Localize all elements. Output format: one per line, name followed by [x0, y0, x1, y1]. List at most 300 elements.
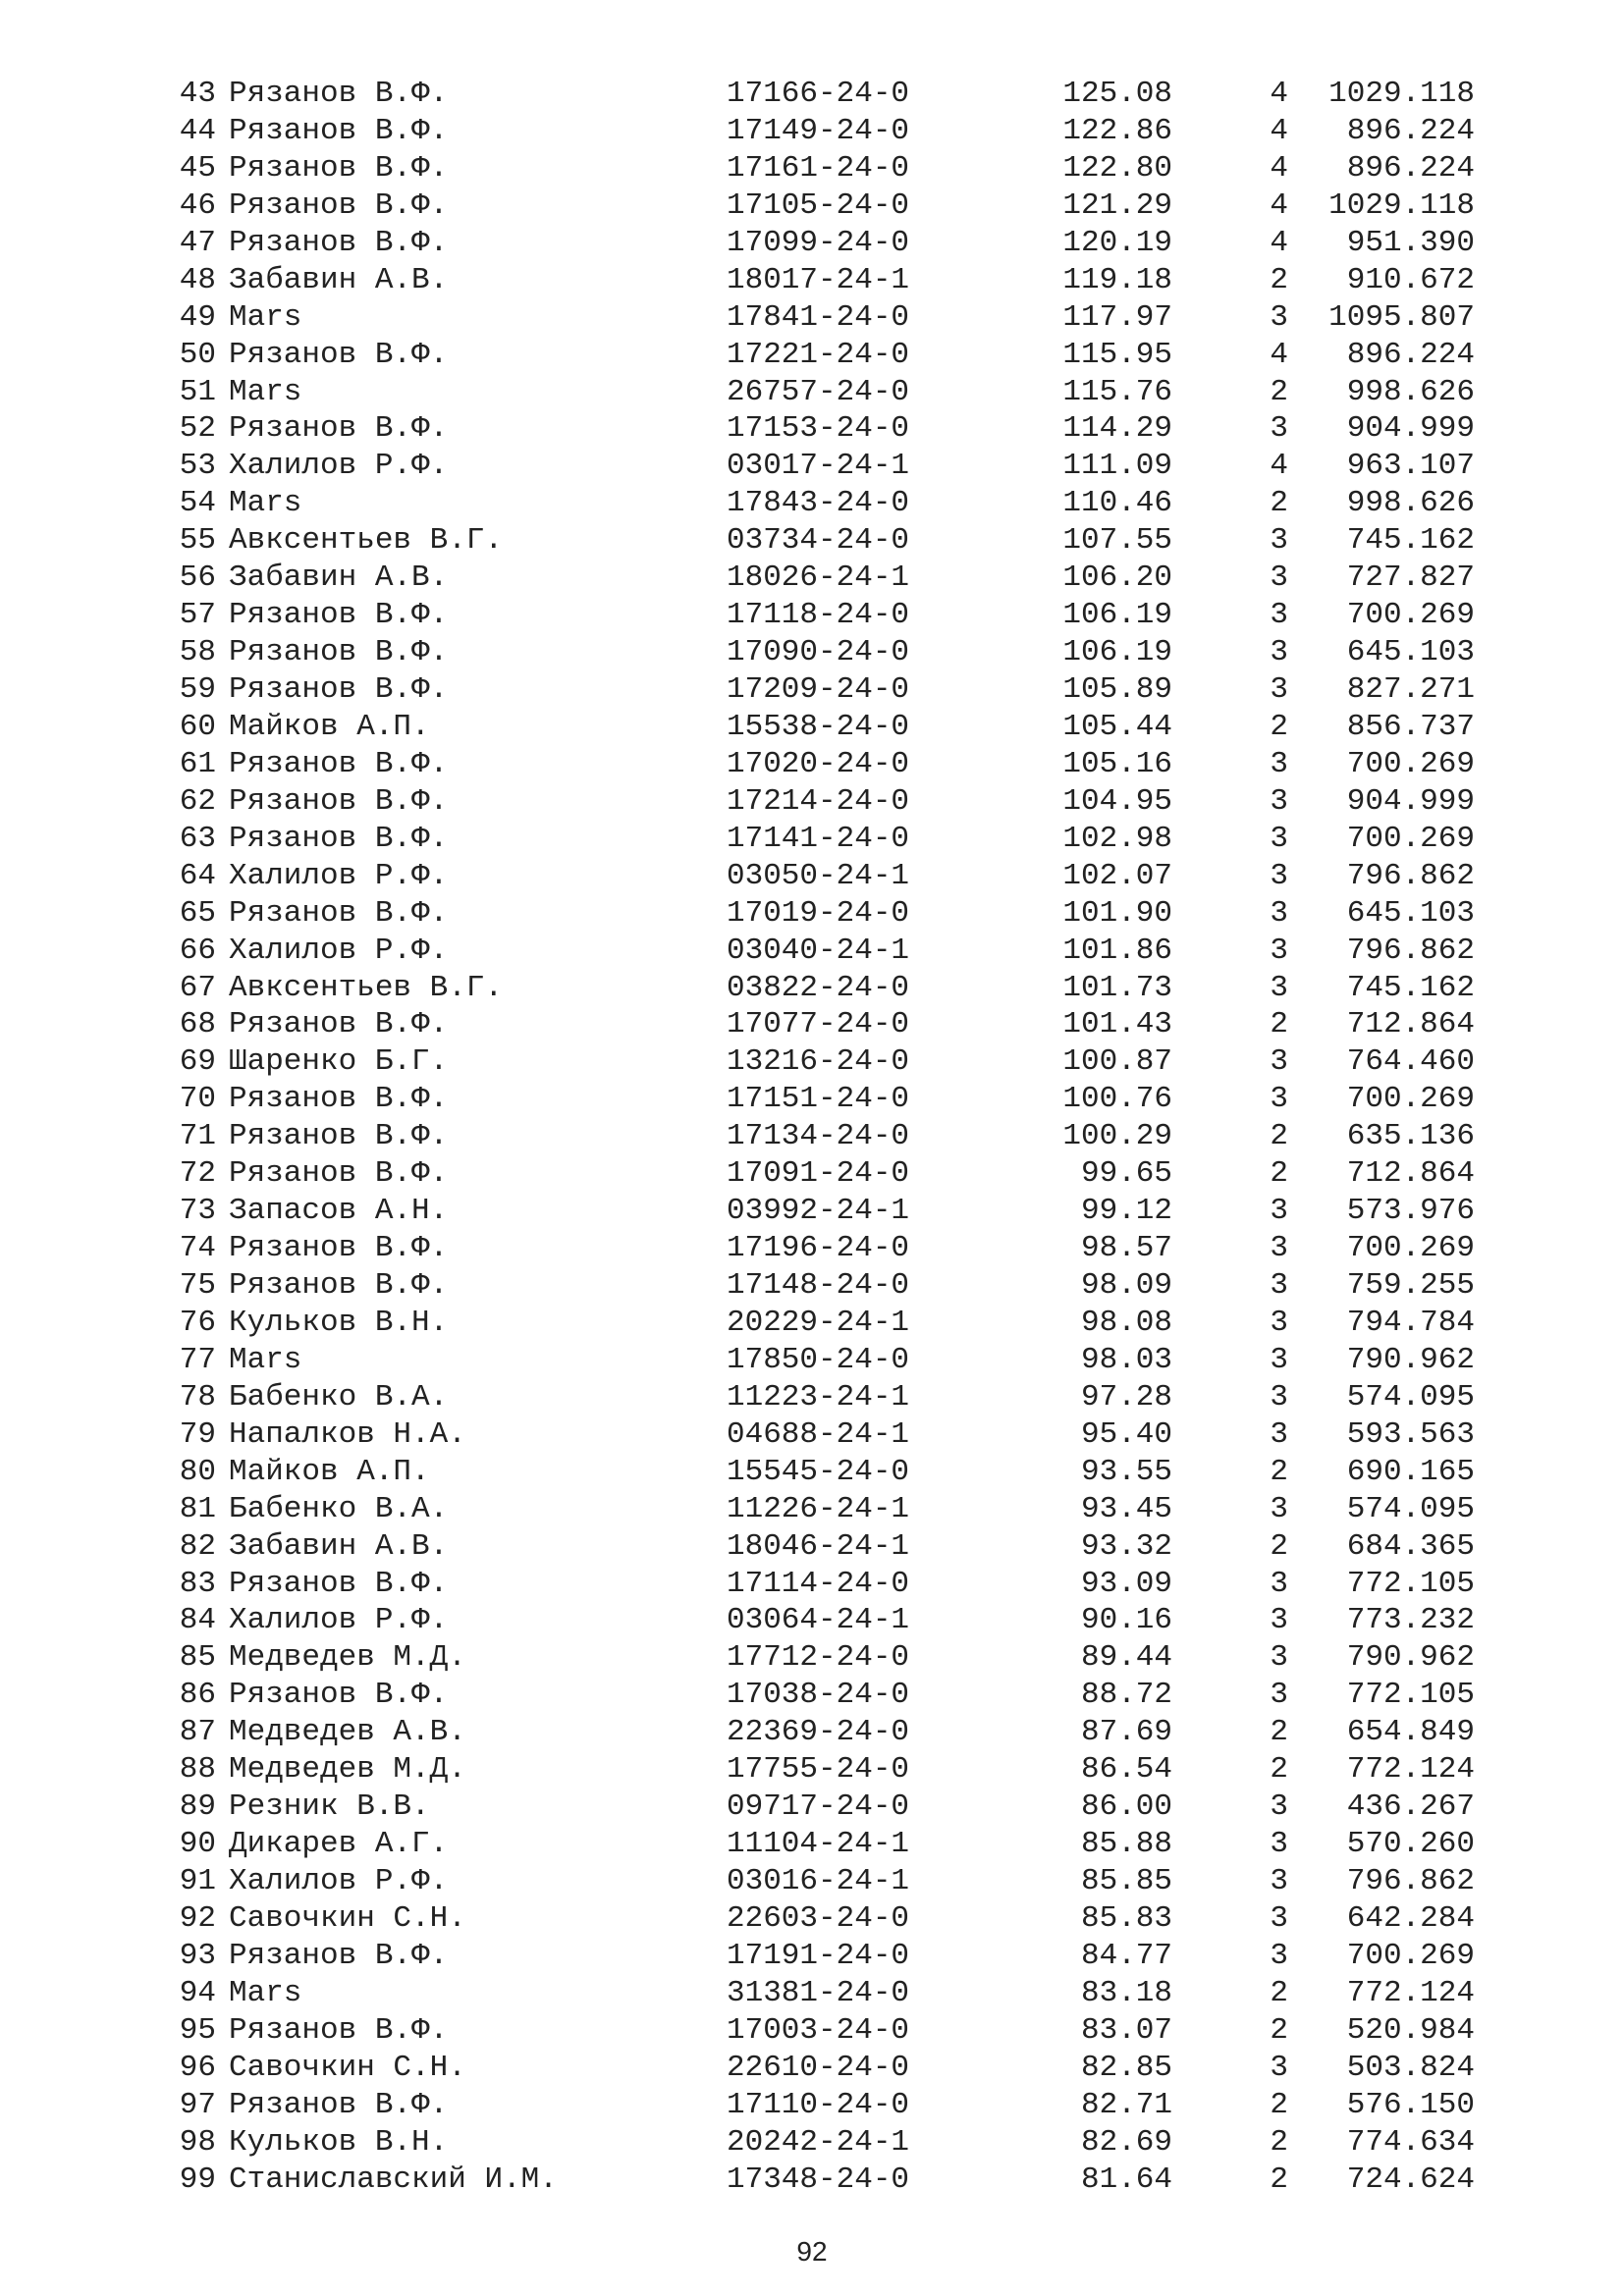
count-cell: 3 — [1270, 1900, 1288, 1936]
count-cell: 3 — [1270, 1379, 1288, 1415]
count-cell: 2 — [1270, 709, 1288, 744]
table-row — [167, 1043, 1483, 1081]
rank-cell: 77 — [179, 1342, 216, 1377]
name-cell: Рязанов В.Ф. — [229, 1119, 449, 1154]
code-cell: 03734-24-0 — [727, 523, 910, 559]
count-cell: 3 — [1270, 1268, 1288, 1303]
table-row — [167, 1751, 1483, 1789]
rank-cell: 65 — [179, 895, 216, 931]
table-row — [167, 1342, 1483, 1379]
count-cell: 2 — [1270, 1528, 1288, 1564]
count-cell: 3 — [1270, 1678, 1288, 1713]
value-cell: 759.255 — [1346, 1268, 1475, 1303]
table-row — [167, 2012, 1483, 2050]
name-cell: Рязанов В.Ф. — [229, 1268, 449, 1303]
value-cell: 436.267 — [1346, 1789, 1475, 1825]
rank-cell: 99 — [179, 2162, 216, 2197]
value-cell: 998.626 — [1346, 486, 1475, 521]
table-row — [167, 1826, 1483, 1863]
name-cell: Савочкин С.Н. — [229, 1900, 466, 1936]
table-row — [167, 821, 1483, 858]
value-cell: 1095.807 — [1328, 299, 1475, 335]
name-cell: Забавин А.В. — [229, 561, 449, 596]
name-cell: Шаренко Б.Г. — [229, 1044, 449, 1080]
code-cell: 20229-24-1 — [727, 1305, 910, 1340]
count-cell: 3 — [1270, 1491, 1288, 1526]
name-cell: Рязанов В.Ф. — [229, 635, 449, 670]
count-cell: 4 — [1270, 187, 1288, 223]
rank-cell: 43 — [179, 77, 216, 111]
count-cell: 3 — [1270, 1640, 1288, 1676]
score-cell: 106.20 — [1062, 561, 1172, 596]
rank-cell: 80 — [179, 1454, 216, 1489]
score-cell: 114.29 — [1062, 411, 1172, 447]
code-cell: 17091-24-0 — [727, 1156, 910, 1192]
score-cell: 83.07 — [1080, 2012, 1172, 2048]
count-cell: 2 — [1270, 486, 1288, 521]
value-cell: 896.224 — [1346, 337, 1475, 372]
score-cell: 99.65 — [1080, 1156, 1172, 1192]
score-cell: 119.18 — [1062, 262, 1172, 297]
name-cell: Рязанов В.Ф. — [229, 77, 449, 111]
score-cell: 120.19 — [1062, 225, 1172, 260]
code-cell: 11223-24-1 — [727, 1379, 910, 1415]
code-cell: 09717-24-0 — [727, 1789, 910, 1825]
count-cell: 3 — [1270, 895, 1288, 931]
name-cell: Забавин А.В. — [229, 1528, 449, 1564]
name-cell: Рязанов В.Ф. — [229, 598, 449, 633]
score-cell: 98.08 — [1080, 1305, 1172, 1340]
name-cell: Рязанов В.Ф. — [229, 1082, 449, 1117]
score-cell: 98.09 — [1080, 1268, 1172, 1303]
score-cell: 84.77 — [1080, 1938, 1172, 1973]
code-cell: 17105-24-0 — [727, 187, 910, 223]
code-cell: 13216-24-0 — [727, 1044, 910, 1080]
table-row — [167, 1975, 1483, 2012]
code-cell: 17149-24-0 — [727, 113, 910, 148]
score-cell: 110.46 — [1062, 486, 1172, 521]
code-cell: 17755-24-0 — [727, 1752, 910, 1788]
rank-cell: 44 — [179, 113, 216, 148]
name-cell: Рязанов В.Ф. — [229, 187, 449, 223]
table-row — [167, 671, 1483, 709]
name-cell: Забавин А.В. — [229, 262, 449, 297]
score-cell: 125.08 — [1062, 77, 1172, 111]
score-cell: 88.72 — [1080, 1678, 1172, 1713]
name-cell: Рязанов В.Ф. — [229, 895, 449, 931]
value-cell: 573.976 — [1346, 1194, 1475, 1229]
value-cell: 896.224 — [1346, 150, 1475, 186]
code-cell: 17843-24-0 — [727, 486, 910, 521]
name-cell: Резник В.В. — [229, 1789, 430, 1825]
value-cell: 642.284 — [1346, 1900, 1475, 1936]
rank-cell: 93 — [179, 1938, 216, 1973]
name-cell: Mars — [229, 299, 302, 335]
table-row — [167, 522, 1483, 560]
name-cell: Рязанов В.Ф. — [229, 411, 449, 447]
code-cell: 17114-24-0 — [727, 1566, 910, 1601]
name-cell: Рязанов В.Ф. — [229, 1566, 449, 1601]
value-cell: 745.162 — [1346, 523, 1475, 559]
name-cell: Рязанов В.Ф. — [229, 1678, 449, 1713]
code-cell: 17003-24-0 — [727, 2012, 910, 2048]
rank-cell: 96 — [179, 2050, 216, 2085]
value-cell: 773.232 — [1346, 1603, 1475, 1638]
value-cell: 772.124 — [1346, 1975, 1475, 2010]
rank-cell: 67 — [179, 970, 216, 1005]
value-cell: 963.107 — [1346, 449, 1475, 484]
value-cell: 796.862 — [1346, 1864, 1475, 1898]
value-cell: 645.103 — [1346, 635, 1475, 670]
value-cell: 712.864 — [1346, 1007, 1475, 1042]
name-cell: Халилов Р.Ф. — [229, 858, 449, 893]
results-table — [167, 76, 1483, 2198]
value-cell: 712.864 — [1346, 1156, 1475, 1192]
score-cell: 97.28 — [1080, 1379, 1172, 1415]
rank-cell: 46 — [179, 187, 216, 223]
rank-cell: 91 — [179, 1864, 216, 1898]
table-row — [167, 933, 1483, 970]
value-cell: 635.136 — [1346, 1119, 1475, 1154]
count-cell: 2 — [1270, 1156, 1288, 1192]
code-cell: 11226-24-1 — [727, 1491, 910, 1526]
code-cell: 17161-24-0 — [727, 150, 910, 186]
value-cell: 700.269 — [1346, 821, 1475, 856]
name-cell: Рязанов В.Ф. — [229, 150, 449, 186]
value-cell: 700.269 — [1346, 1938, 1475, 1973]
rank-cell: 89 — [179, 1789, 216, 1825]
score-cell: 106.19 — [1062, 635, 1172, 670]
table-row — [167, 1863, 1483, 1900]
value-cell: 856.737 — [1346, 709, 1475, 744]
rank-cell: 66 — [179, 933, 216, 968]
code-cell: 17191-24-0 — [727, 1938, 910, 1973]
count-cell: 3 — [1270, 1044, 1288, 1080]
score-cell: 85.83 — [1080, 1900, 1172, 1936]
code-cell: 03050-24-1 — [727, 858, 910, 893]
rank-cell: 50 — [179, 337, 216, 372]
table-row — [167, 1789, 1483, 1826]
code-cell: 17077-24-0 — [727, 1007, 910, 1042]
score-cell: 90.16 — [1080, 1603, 1172, 1638]
table-row — [167, 1379, 1483, 1416]
score-cell: 98.57 — [1080, 1231, 1172, 1266]
code-cell: 22610-24-0 — [727, 2050, 910, 2085]
rank-cell: 61 — [179, 746, 216, 781]
value-cell: 998.626 — [1346, 374, 1475, 409]
value-cell: 745.162 — [1346, 970, 1475, 1005]
score-cell: 100.29 — [1062, 1119, 1172, 1154]
name-cell: Кульков В.Н. — [229, 1305, 449, 1340]
value-cell: 700.269 — [1346, 746, 1475, 781]
count-cell: 3 — [1270, 933, 1288, 968]
score-cell: 99.12 — [1080, 1194, 1172, 1229]
rank-cell: 98 — [179, 2124, 216, 2160]
table-row — [167, 337, 1483, 374]
code-cell: 17110-24-0 — [727, 2087, 910, 2122]
table-row — [167, 1155, 1483, 1193]
name-cell: Рязанов В.Ф. — [229, 225, 449, 260]
table-row — [167, 374, 1483, 411]
rank-cell: 68 — [179, 1007, 216, 1042]
table-row — [167, 448, 1483, 485]
code-cell: 03822-24-0 — [727, 970, 910, 1005]
table-row — [167, 2087, 1483, 2124]
rank-cell: 69 — [179, 1044, 216, 1080]
value-cell: 700.269 — [1346, 1082, 1475, 1117]
score-cell: 107.55 — [1062, 523, 1172, 559]
count-cell: 2 — [1270, 1975, 1288, 2010]
code-cell: 17019-24-0 — [727, 895, 910, 931]
value-cell: 700.269 — [1346, 598, 1475, 633]
code-cell: 26757-24-0 — [727, 374, 910, 409]
count-cell: 3 — [1270, 783, 1288, 819]
count-cell: 3 — [1270, 1864, 1288, 1898]
code-cell: 17038-24-0 — [727, 1678, 910, 1713]
rank-cell: 60 — [179, 709, 216, 744]
count-cell: 2 — [1270, 262, 1288, 297]
table-row — [167, 783, 1483, 821]
table-row — [167, 1267, 1483, 1305]
count-cell: 3 — [1270, 523, 1288, 559]
rank-cell: 52 — [179, 411, 216, 447]
rank-cell: 78 — [179, 1379, 216, 1415]
rank-cell: 82 — [179, 1528, 216, 1564]
count-cell: 2 — [1270, 1119, 1288, 1154]
value-cell: 645.103 — [1346, 895, 1475, 931]
count-cell: 3 — [1270, 1194, 1288, 1229]
name-cell: Рязанов В.Ф. — [229, 2087, 449, 2122]
score-cell: 85.85 — [1080, 1864, 1172, 1898]
table-row — [167, 1528, 1483, 1566]
code-cell: 22369-24-0 — [727, 1715, 910, 1750]
value-cell: 827.271 — [1346, 672, 1475, 707]
rank-cell: 81 — [179, 1491, 216, 1526]
rank-cell: 57 — [179, 598, 216, 633]
code-cell: 04688-24-1 — [727, 1416, 910, 1452]
score-cell: 93.55 — [1080, 1454, 1172, 1489]
count-cell: 3 — [1270, 821, 1288, 856]
table-row — [167, 1566, 1483, 1603]
table-row — [167, 187, 1483, 225]
score-cell: 98.03 — [1080, 1342, 1172, 1377]
score-cell: 101.73 — [1062, 970, 1172, 1005]
table-row — [167, 76, 1483, 113]
score-cell: 95.40 — [1080, 1416, 1172, 1452]
rank-cell: 48 — [179, 262, 216, 297]
rank-cell: 63 — [179, 821, 216, 856]
count-cell: 3 — [1270, 1938, 1288, 1973]
name-cell: Майков А.П. — [229, 1454, 430, 1489]
rank-cell: 94 — [179, 1975, 216, 2010]
rank-cell: 49 — [179, 299, 216, 335]
name-cell: Рязанов В.Ф. — [229, 113, 449, 148]
count-cell: 4 — [1270, 113, 1288, 148]
table-row — [167, 485, 1483, 522]
code-cell: 17221-24-0 — [727, 337, 910, 372]
rank-cell: 71 — [179, 1119, 216, 1154]
name-cell: Бабенко В.А. — [229, 1491, 449, 1526]
table-row — [167, 150, 1483, 187]
score-cell: 105.16 — [1062, 746, 1172, 781]
table-row — [167, 634, 1483, 671]
table-row — [167, 1118, 1483, 1155]
count-cell: 3 — [1270, 1416, 1288, 1452]
name-cell: Рязанов В.Ф. — [229, 1938, 449, 1973]
table-row — [167, 970, 1483, 1007]
value-cell: 576.150 — [1346, 2087, 1475, 2122]
rank-cell: 84 — [179, 1603, 216, 1638]
code-cell: 03016-24-1 — [727, 1864, 910, 1898]
value-cell: 727.827 — [1346, 561, 1475, 596]
count-cell: 4 — [1270, 150, 1288, 186]
table-row — [167, 858, 1483, 895]
score-cell: 86.54 — [1080, 1752, 1172, 1788]
name-cell: Авксентьев В.Г. — [229, 523, 504, 559]
score-cell: 89.44 — [1080, 1640, 1172, 1676]
code-cell: 17166-24-0 — [727, 77, 910, 111]
name-cell: Халилов Р.Ф. — [229, 449, 449, 484]
count-cell: 3 — [1270, 1342, 1288, 1377]
score-cell: 101.90 — [1062, 895, 1172, 931]
count-cell: 2 — [1270, 2087, 1288, 2122]
rank-cell: 75 — [179, 1268, 216, 1303]
code-cell: 11104-24-1 — [727, 1827, 910, 1862]
score-cell: 100.87 — [1062, 1044, 1172, 1080]
code-cell: 03992-24-1 — [727, 1194, 910, 1229]
count-cell: 3 — [1270, 746, 1288, 781]
name-cell: Медведев М.Д. — [229, 1752, 466, 1788]
score-cell: 121.29 — [1062, 187, 1172, 223]
table-row — [167, 1193, 1483, 1230]
name-cell: Халилов Р.Ф. — [229, 933, 449, 968]
rank-cell: 95 — [179, 2012, 216, 2048]
rank-cell: 54 — [179, 486, 216, 521]
score-cell: 102.98 — [1062, 821, 1172, 856]
name-cell: Mars — [229, 486, 302, 521]
score-cell: 115.95 — [1062, 337, 1172, 372]
table-row — [167, 113, 1483, 150]
table-row — [167, 410, 1483, 448]
value-cell: 951.390 — [1346, 225, 1475, 260]
score-cell: 100.76 — [1062, 1082, 1172, 1117]
score-cell: 82.85 — [1080, 2050, 1172, 2085]
count-cell: 3 — [1270, 1566, 1288, 1601]
table-row — [167, 560, 1483, 597]
rank-cell: 87 — [179, 1715, 216, 1750]
score-cell: 102.07 — [1062, 858, 1172, 893]
name-cell: Рязанов В.Ф. — [229, 746, 449, 781]
rank-cell: 83 — [179, 1566, 216, 1601]
code-cell: 17151-24-0 — [727, 1082, 910, 1117]
count-cell: 2 — [1270, 1007, 1288, 1042]
name-cell: Mars — [229, 1975, 302, 2010]
table-row — [167, 1006, 1483, 1043]
rank-cell: 47 — [179, 225, 216, 260]
rank-cell: 73 — [179, 1194, 216, 1229]
code-cell: 17020-24-0 — [727, 746, 910, 781]
count-cell: 3 — [1270, 2050, 1288, 2085]
code-cell: 17134-24-0 — [727, 1119, 910, 1154]
rank-cell: 45 — [179, 150, 216, 186]
table-row — [167, 2124, 1483, 2162]
value-cell: 593.563 — [1346, 1416, 1475, 1452]
name-cell: Рязанов В.Ф. — [229, 2012, 449, 2048]
page-number: 92 — [796, 2236, 828, 2267]
name-cell: Савочкин С.Н. — [229, 2050, 466, 2085]
name-cell: Рязанов В.Ф. — [229, 821, 449, 856]
code-cell: 31381-24-0 — [727, 1975, 910, 2010]
score-cell: 122.80 — [1062, 150, 1172, 186]
count-cell: 3 — [1270, 1827, 1288, 1862]
table-row — [167, 1491, 1483, 1528]
value-cell: 570.260 — [1346, 1827, 1475, 1862]
count-cell: 3 — [1270, 970, 1288, 1005]
count-cell: 3 — [1270, 561, 1288, 596]
table-row — [167, 2050, 1483, 2087]
score-cell: 83.18 — [1080, 1975, 1172, 2010]
count-cell: 2 — [1270, 2162, 1288, 2197]
name-cell: Рязанов В.Ф. — [229, 783, 449, 819]
score-cell: 111.09 — [1062, 449, 1172, 484]
count-cell: 2 — [1270, 2124, 1288, 2160]
code-cell: 18046-24-1 — [727, 1528, 910, 1564]
name-cell: Mars — [229, 1342, 302, 1377]
name-cell: Майков А.П. — [229, 709, 430, 744]
code-cell: 03064-24-1 — [727, 1603, 910, 1638]
table-row — [167, 746, 1483, 783]
code-cell: 17153-24-0 — [727, 411, 910, 447]
table-row — [167, 597, 1483, 634]
score-cell: 85.88 — [1080, 1827, 1172, 1862]
value-cell: 574.095 — [1346, 1491, 1475, 1526]
value-cell: 772.105 — [1346, 1566, 1475, 1601]
score-cell: 93.09 — [1080, 1566, 1172, 1601]
table-row — [167, 1416, 1483, 1454]
value-cell: 724.624 — [1346, 2162, 1475, 2197]
score-cell: 104.95 — [1062, 783, 1172, 819]
count-cell: 2 — [1270, 374, 1288, 409]
code-cell: 18026-24-1 — [727, 561, 910, 596]
code-cell: 15545-24-0 — [727, 1454, 910, 1489]
code-cell: 17196-24-0 — [727, 1231, 910, 1266]
count-cell: 4 — [1270, 77, 1288, 111]
count-cell: 3 — [1270, 411, 1288, 447]
table-row — [167, 2162, 1483, 2199]
code-cell: 18017-24-1 — [727, 262, 910, 297]
rank-cell: 64 — [179, 858, 216, 893]
table-row — [167, 895, 1483, 933]
code-cell: 03040-24-1 — [727, 933, 910, 968]
name-cell: Халилов Р.Ф. — [229, 1864, 449, 1898]
name-cell: Рязанов В.Ф. — [229, 1007, 449, 1042]
rank-cell: 92 — [179, 1900, 216, 1936]
value-cell: 904.999 — [1346, 411, 1475, 447]
value-cell: 574.095 — [1346, 1379, 1475, 1415]
score-cell: 93.45 — [1080, 1491, 1172, 1526]
name-cell: Mars — [229, 374, 302, 409]
table-row — [167, 262, 1483, 299]
code-cell: 17348-24-0 — [727, 2162, 910, 2197]
table-row — [167, 1081, 1483, 1118]
rank-cell: 56 — [179, 561, 216, 596]
count-cell: 3 — [1270, 1082, 1288, 1117]
code-cell: 03017-24-1 — [727, 449, 910, 484]
rank-cell: 59 — [179, 672, 216, 707]
score-cell: 106.19 — [1062, 598, 1172, 633]
score-cell: 105.44 — [1062, 709, 1172, 744]
rank-cell: 72 — [179, 1156, 216, 1192]
